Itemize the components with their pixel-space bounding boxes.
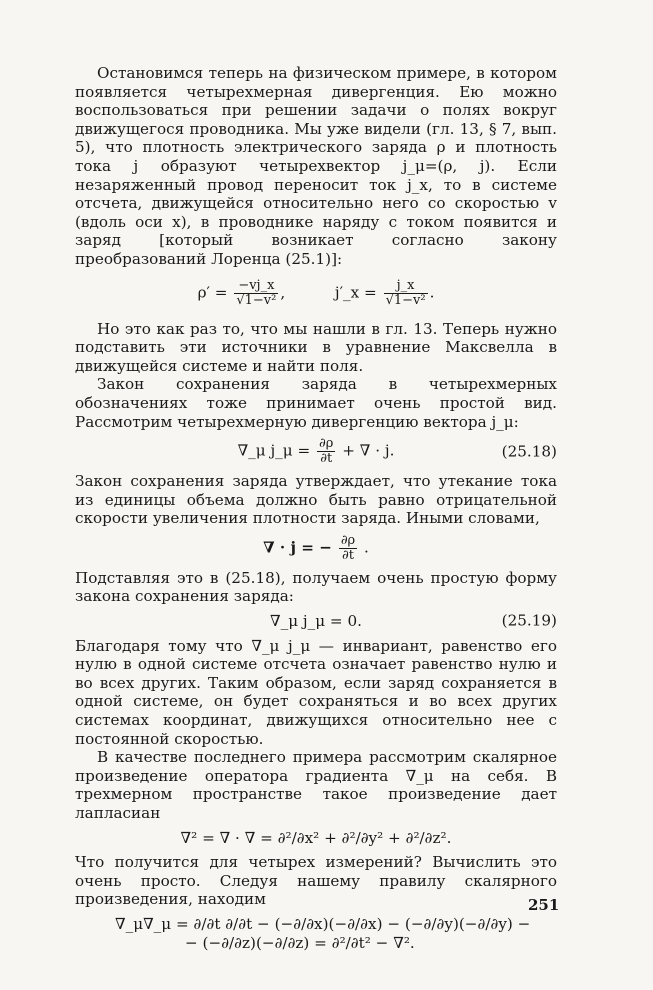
paragraph-8: Что получится для четырех измерений? Вычислить это очень просто. Следуя нашему правилу скалярного произведения, находим: [75, 853, 557, 909]
paragraph-7: В качестве последнего примера рассмотрим скалярное произведение оператора градиента ∇_μ на себя. В трехмерном пространстве такое произведение дает лапласиан: [75, 748, 557, 822]
paragraph-3: Закон сохранения заряда в четырехмерных обозначениях тоже принимает очень простой вид. Рассмотрим четырехмерную дивергенцию вектора j_μ:: [75, 375, 557, 431]
paragraph-2: Но это как раз то, что мы нашли в гл. 13. Теперь нужно подставить эти источники в уравнение Максвелла в движущейся системе и найти поля.: [75, 319, 557, 375]
paragraph-6: Благодаря тому что ∇_μ j_μ — инвариант, равенство его нулю в одной системе отсчета означает равенство нулю и во всех других. Таким образом, если заряд сохраняется в одной системе, он будет сохраняться и во всех других системах координат, движущихся относительно нее с постоянной скоростью.: [75, 636, 557, 748]
eq1-frac-a: $\frac{-vj\_x}{\text{√1−v²}}$: [236, 277, 277, 308]
paragraph-1: Остановимся теперь на физическом примере, в котором появляется четырехмерная дивергенция. Ею можно воспользоваться при решении задачи о полях вокруг движущегося проводника. Мы уже видели (гл. 13, § 7, вып. 5), что плотность электрического заряда ρ и плотность тока j образуют четырехвектор j_μ=(ρ, j). Если незаряженный провод переносит ток j_x, то в системе отсчета, движущейся относительно него со скоростью v (вдоль оси x), в проводнике наряду с током появится и заряд [который возникает согласно закону преобразований Лоренца (25.1)]:: [75, 64, 557, 268]
eq1-frac-b: $\frac{j\_x}{\text{√1−v²}}$: [385, 277, 426, 308]
paragraph-5: Подставляя это в (25.18), получаем очень простую форму закона сохранения заряда:: [75, 568, 557, 606]
equation-number: (25.19): [501, 612, 557, 631]
eq6-line-1: ∇_μ∇_μ = ∂/∂t ∂/∂t − (−∂/∂x)(−∂/∂x) − (−∂/∂y)(−∂/∂y) −: [115, 914, 531, 933]
equation-laplacian: ∇² = ∇ · ∇ = ∂²/∂x² + ∂²/∂y² + ∂²/∂z².: [180, 828, 452, 847]
equation-lorentz: ρ′ = $\frac{-vj\_x}{\text{√1−v²}}$ , j′_x = $\frac{j\_x}{\text{√1−v²}}$ .: [197, 277, 435, 308]
paragraph-4: Закон сохранения заряда утверждает, что утекание тока из единицы объема должно быть равно отрицательной скорости увеличения плотности заряда. Иными словами,: [75, 472, 557, 528]
eq1-lhs-b: j′_x =: [334, 283, 377, 302]
page-number: 251: [528, 896, 560, 914]
page-body: [75, 64, 560, 958]
equation-number: (25.18): [501, 442, 557, 461]
equation-dalembertian: [75, 915, 557, 952]
eq6-line-2: − (−∂/∂z)(−∂/∂z) = ∂²/∂t² − ∇².: [185, 933, 415, 952]
equation-25-19: ∇_μ j_μ = 0. (25.19): [270, 612, 557, 631]
eq1-lhs-a: ρ′ =: [197, 283, 228, 302]
equation-continuity: ∇ · j = − $\frac{\partial\rho}{\partial t}$ .: [263, 532, 369, 563]
equation-25-18: ∇_μ j_μ = $\frac{\partial\rho}{\partial t}$ + ∇ · j. (25.18): [237, 436, 557, 467]
